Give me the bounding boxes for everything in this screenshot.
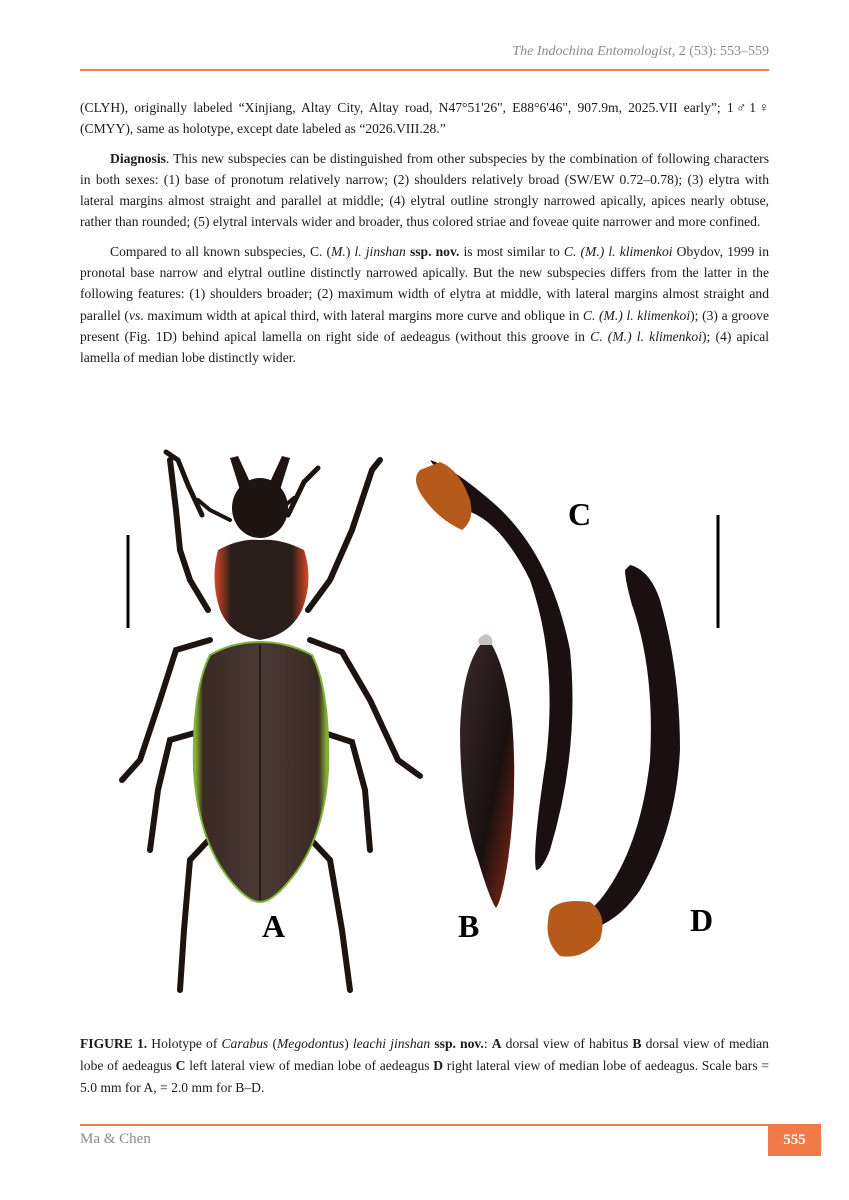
caption-text: :: [483, 1036, 492, 1051]
comparison-italic: ): [618, 307, 627, 323]
footer-rule: [80, 1124, 769, 1126]
diagnosis-label: Diagnosis: [110, 150, 166, 166]
comparison-text: . maximum width at apical third, with lateral margins more curve and oblique in: [140, 307, 583, 323]
figure-caption: [80, 1033, 769, 1099]
material-text: (CLYH), originally labeled “Xinjiang, Altay City, Altay road, N47°51'26", E88°6'46", 907.9m, 2025.VII early”; 1♂1♀ (CMYY), same as holotype, except date labeled as “2026.VIII.28.”: [80, 100, 769, 137]
caption-italic: Megodontus: [276, 1036, 345, 1051]
caption-paragraph: [80, 1033, 769, 1099]
caption-bold: D: [433, 1058, 444, 1073]
header-rule: [80, 69, 769, 71]
comparison-italic: vs: [128, 307, 141, 323]
paragraph-material: [80, 97, 769, 140]
diagnosis-text: . This new subspecies can be distinguished from other subspecies by the combination of following characters in both sexes: (1) base of pronotum relatively narrow; (2) shoulders relatively broad (SW/EW 0.72–0.78); (3) elytra with lateral margins almost straight and parallel at middle; (4) elytral outline strongly narrowed apically, apices nearly obtuse, rather than rounded; (5) elytral intervals wider and broader, thus colored striae and foveae quite narrower and more confined.: [80, 150, 769, 230]
comparison-italic: M.: [603, 307, 619, 323]
comparison-text: is most similar to: [459, 243, 564, 259]
caption-bold: B: [632, 1036, 642, 1051]
comparison-text: ); (3) a groove present (Fig. 1D) behind apical lamella on right side of aedeagus (without this groove in: [80, 307, 770, 344]
caption-bold: C: [175, 1058, 186, 1073]
journal-title: The Indochina Entomologist: [512, 44, 672, 59]
panel-label-a: A: [262, 908, 286, 944]
comparison-text: ); (4) apical lamella of median lobe distinctly wider.: [80, 328, 770, 366]
comparison-italic: M.: [331, 243, 346, 259]
comparison-italic: C. (: [590, 328, 613, 344]
caption-bold: ssp. nov.: [430, 1036, 484, 1051]
paragraph-diagnosis: [80, 148, 769, 233]
figure-1: [80, 430, 769, 1010]
caption-label: FIGURE 1.: [80, 1036, 148, 1051]
beetle-body: [194, 456, 328, 902]
comparison-bold: ssp. nov.: [405, 243, 460, 259]
comparison-italic: C. (: [582, 307, 604, 323]
caption-italic: Carabus: [221, 1036, 269, 1051]
panel-label-b: B: [458, 908, 480, 944]
running-head: [512, 44, 769, 60]
comparison-text: Obydov, 1999 in pronotal base narrow and elytral outline distinctly narrowed apically. But the new subspecies differs from the latter in the following features: (1) shoulders broader; (2) maximum width of elytra at middle, with lateral margins almost straight and parallel (: [80, 243, 770, 323]
comparison-text: ): [345, 243, 355, 259]
paragraph-comparison: [80, 241, 769, 369]
comparison-italic: ): [599, 243, 609, 259]
issue-pages: , 2 (53): 553–559: [671, 44, 769, 59]
comparison-italic: ): [627, 328, 637, 344]
panel-label-c: C: [568, 496, 592, 532]
comparison-italic: M.: [612, 328, 628, 344]
page-number: 555: [768, 1124, 821, 1156]
footer-authors: Ma & Chen: [80, 1131, 151, 1147]
comparison-italic: l. jinshan: [354, 243, 406, 259]
caption-text: (: [268, 1036, 277, 1051]
comparison-italic: C. (: [563, 243, 585, 259]
aedeagus-dorsal-image: [460, 634, 514, 908]
comparison-text: Compared to all known subspecies, C. (: [110, 243, 332, 259]
caption-bold: A: [491, 1036, 502, 1051]
caption-text: dorsal view of habitus: [501, 1036, 633, 1051]
caption-text: Holotype of: [147, 1036, 222, 1051]
caption-italic: leachi jinshan: [352, 1036, 431, 1051]
caption-text: ): [344, 1036, 353, 1051]
body-text: [80, 97, 769, 377]
comparison-italic: M.: [585, 243, 600, 259]
caption-text: dorsal view of median lobe of aedeagus: [80, 1036, 769, 1073]
caption-text: right lateral view of median lobe of aedeagus. Scale bars = 5.0 mm for A, = 2.0 mm for B–D.: [80, 1058, 769, 1095]
comparison-italic: l. klimenkoi: [608, 243, 673, 259]
caption-text: left lateral view of median lobe of aedeagus: [185, 1058, 434, 1073]
panel-label-d: D: [690, 902, 714, 938]
comparison-italic: l. klimenkoi: [636, 328, 703, 344]
comparison-italic: l. klimenkoi: [626, 307, 691, 323]
